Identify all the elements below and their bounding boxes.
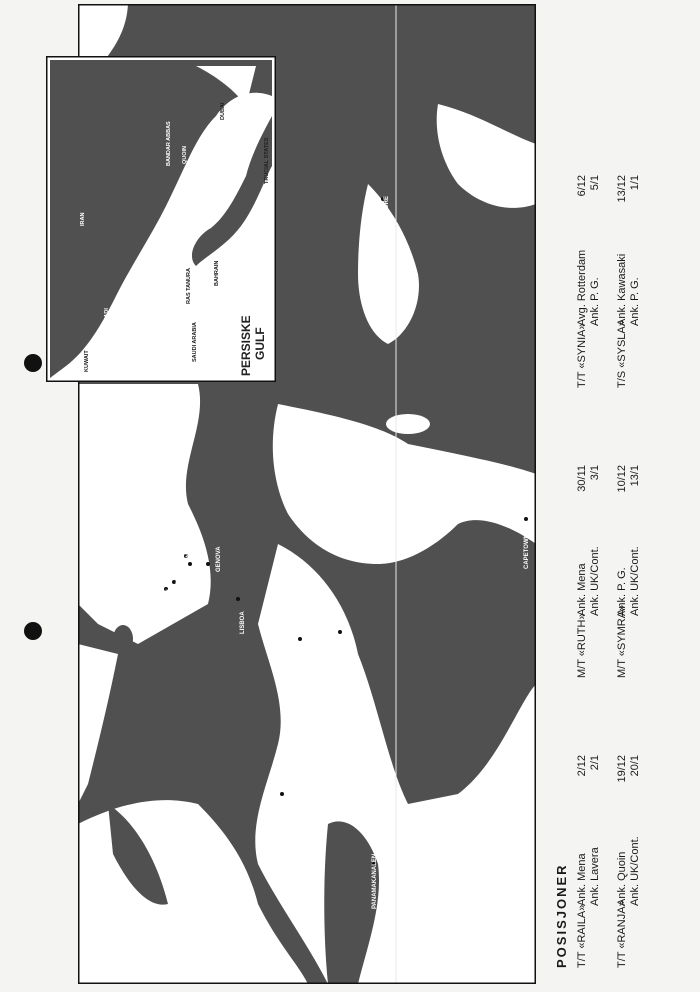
ship-dates: 30/11 3/1 [576, 465, 601, 492]
ship-ports: Ank. Quoin Ank. UK/Cont. [616, 836, 641, 906]
inset-label-ras-tanura: RAS TANURA [186, 268, 192, 304]
inset-label-saudi-arabia: SAUDI ARABIA [192, 322, 198, 362]
ship-name: T/T «RAILA» [576, 904, 588, 968]
label-antwerpen: ANTWERPEN [186, 523, 192, 562]
label-panama: PANAMAKANALEN [372, 853, 378, 909]
positions-panel [548, 88, 688, 968]
inset-label-mena: MENA AL AHMADI [104, 308, 110, 356]
label-london: LONDON [176, 576, 182, 602]
ship-ports: Ank. P. G. Ank. UK/Cont. [616, 546, 641, 616]
ship-name: T/T «SYNIA» [576, 323, 588, 388]
punch-hole-bottom [24, 622, 42, 640]
ship-ports: Ank. Kawasaki Ank. P. G. [616, 253, 641, 326]
ship-dates: 10/12 13/1 [616, 465, 641, 493]
label-le-havre: LE HAVRE [194, 557, 200, 587]
inset-label-trucial-states: TRUCIAL STATES [264, 137, 270, 184]
label-capetown: CAPETOWN [524, 534, 530, 569]
ship-name: M/T «SYMRA» [616, 604, 628, 678]
ship-dates: 2/12 2/1 [576, 755, 601, 777]
inset-label-iran: IRAN [80, 212, 86, 226]
punch-hole-top [24, 354, 42, 372]
label-kuwait-main: KUWAIT [281, 425, 287, 449]
inset-label-dubai: DUBAI [220, 102, 226, 120]
label-liverpool: LIVERPOOL [166, 587, 172, 622]
ship-dates: 13/12 1/1 [616, 175, 641, 203]
label-dakar: DAKAR [338, 642, 344, 664]
label-ushant: USHANT [202, 565, 208, 590]
label-rotterdam: ROTTERDAM [178, 525, 184, 564]
label-singapore: SINGAPORE [384, 195, 390, 232]
positions-heading: POSISJONER [554, 863, 569, 968]
ship-ports: Avg. Rotterdam Ank. P. G. [576, 249, 601, 326]
label-tenerife: TENERIFE [298, 644, 304, 674]
ship-name: T/S «SYSLA» [616, 320, 628, 388]
ship-ports: Ank. Mena Ank. UK/Cont. [576, 546, 601, 616]
label-genova: GENOVA [216, 546, 222, 572]
ship-dates: 6/12 5/1 [576, 175, 601, 197]
inset-label-kuwait: KUWAIT [84, 350, 90, 372]
ship-name: M/T «RUTH» [576, 613, 588, 678]
inset-map-persian-gulf [46, 56, 276, 382]
ship-name: T/T «RANJA» [616, 900, 628, 968]
label-lisboa: LISBOA [240, 611, 246, 634]
inset-label-quoin: QUOIN [182, 145, 188, 164]
label-norfolk: NORFOLK [282, 799, 288, 829]
inset-title-line2: GULF [253, 327, 267, 360]
inset-label-bahrain: BAHRAIN [214, 260, 220, 286]
inset-label-bandar-abbas: BANDAR ABBAS [166, 121, 172, 166]
inset-title-line1: PERSISKE [239, 315, 253, 376]
ship-dates: 19/12 20/1 [616, 755, 641, 783]
ship-ports: Ank. Mena Ank. Lavera [576, 847, 601, 906]
